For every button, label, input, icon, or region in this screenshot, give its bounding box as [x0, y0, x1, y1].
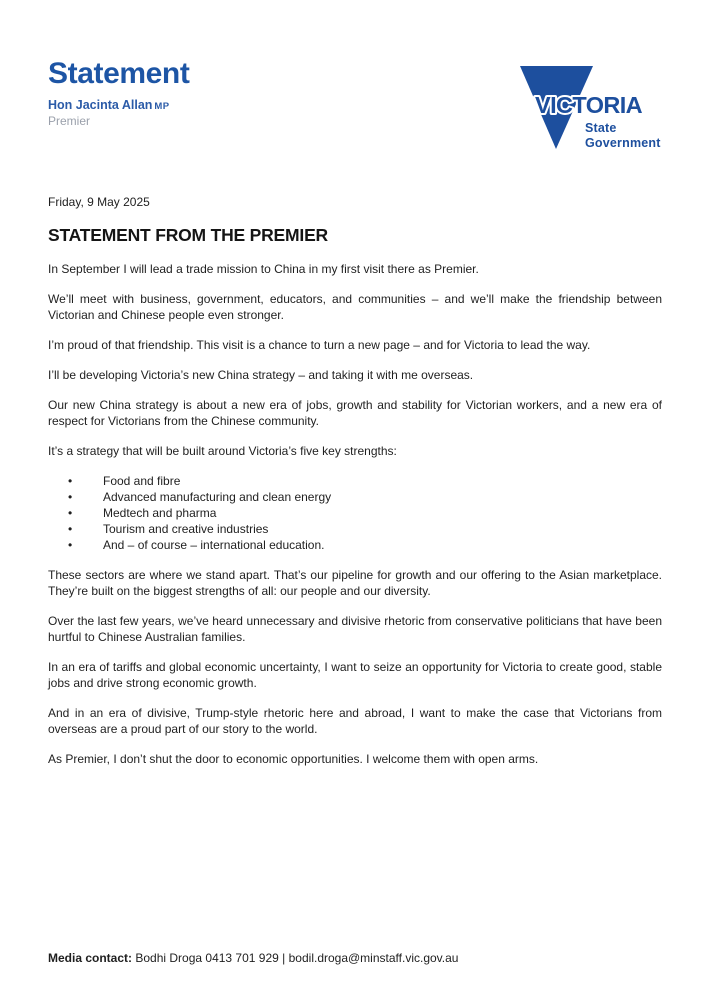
media-contact-separator: |	[282, 951, 286, 965]
list-item	[48, 505, 662, 521]
list-item	[48, 489, 662, 505]
paragraph: And in an era of divisive, Trump-style rhetoric here and abroad, I want to make the case that Victorians from overseas are a proud part of our story to the world.	[48, 706, 662, 736]
paragraph: In an era of tariffs and global economic uncertainty, I want to seize an opportunity for Victoria to create good, stable jobs and drive strong economic growth.	[48, 660, 662, 690]
logo-brand-text: VICTORIA	[535, 92, 643, 118]
paragraph: Over the last few years, we’ve heard unnecessary and divisive rhetoric from conservative politicians that have been hurtful to Chinese Australian families.	[48, 614, 662, 644]
paragraph: We’ll meet with business, government, educators, and communities – and we’ll make the friendship between Victorian and Chinese people even stronger.	[48, 292, 662, 322]
paragraph: I’ll be developing Victoria’s new China strategy – and taking it with me overseas.	[48, 368, 474, 382]
bullet-icon: •	[68, 474, 73, 488]
list-item-label: And – of course – international education.	[103, 538, 325, 552]
paragraph: I’m proud of that friendship. This visit is a chance to turn a new page – and for Victoria to lead the way.	[48, 338, 591, 352]
paragraph: These sectors are where we stand apart. That’s our pipeline for growth and our offering to the Asian marketplace. They’re built on the biggest strengths of all: our people and our diversity.	[48, 568, 662, 598]
media-contact-email: bodil.droga@minstaff.vic.gov.au	[288, 951, 459, 965]
list-item	[48, 537, 662, 553]
logo-sub-line1: State	[585, 121, 617, 135]
media-contact-label: Media contact:	[48, 951, 133, 965]
bullet-icon: •	[68, 490, 73, 504]
logo-sub-line2: Government	[585, 136, 661, 150]
headline: STATEMENT FROM THE PREMIER	[48, 225, 328, 245]
list-item-label: Medtech and pharma	[103, 506, 217, 520]
media-contact-footer	[48, 950, 662, 966]
victoria-state-government-logo	[515, 60, 665, 152]
author-name: Hon Jacinta Allan	[48, 98, 153, 112]
bullet-icon: •	[68, 522, 73, 536]
list-item-label: Food and fibre	[103, 474, 181, 488]
paragraph: It’s a strategy that will be built around Victoria’s five key strengths:	[48, 444, 397, 458]
key-strengths-list	[48, 473, 662, 553]
masthead-title: Statement	[48, 57, 190, 90]
masthead-role: Premier	[48, 114, 91, 128]
bullet-icon: •	[68, 506, 73, 520]
paragraph: Our new China strategy is about a new era of jobs, growth and stability for Victorian workers, and a new era of respect for Victorians from the Chinese community.	[48, 398, 662, 428]
list-item	[48, 473, 662, 489]
paragraph: As Premier, I don’t shut the door to economic opportunities. I welcome them with open arms.	[48, 752, 539, 766]
list-item-label: Advanced manufacturing and clean energy	[103, 490, 332, 504]
date-line: Friday, 9 May 2025	[48, 195, 150, 209]
bullet-icon: •	[68, 538, 73, 552]
media-contact-name-phone: Bodhi Droga 0413 701 929	[135, 951, 279, 965]
list-item	[48, 521, 662, 537]
author-suffix: MP	[154, 101, 170, 112]
paragraph: In September I will lead a trade mission to China in my first visit there as Premier.	[48, 262, 479, 276]
list-item-label: Tourism and creative industries	[103, 522, 269, 536]
